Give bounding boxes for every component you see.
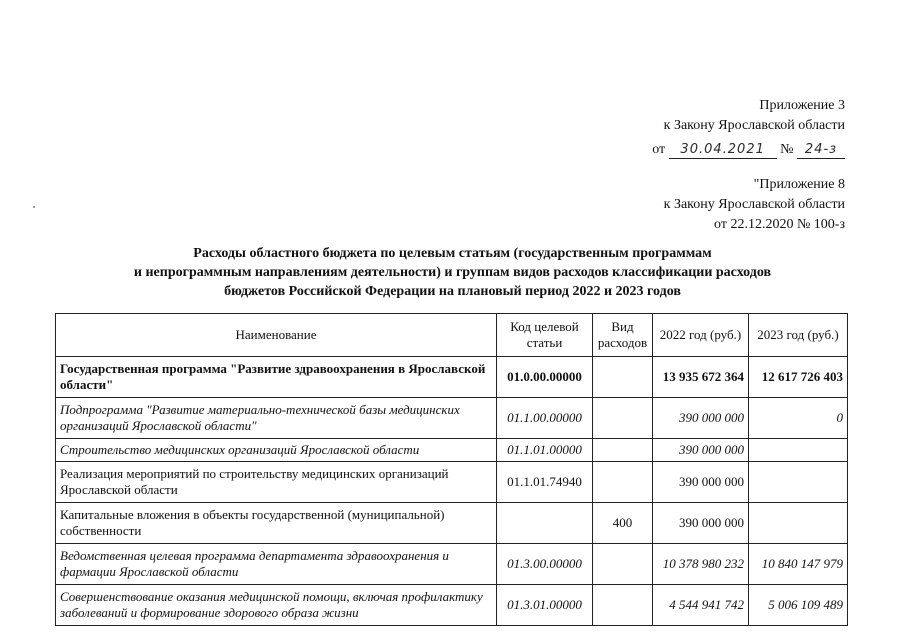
table-row <box>56 462 848 503</box>
appendix-header <box>652 96 845 160</box>
table-row <box>56 503 848 544</box>
title-line-1: Расходы областного бюджета по целевым статьям (государственным программам <box>193 246 712 261</box>
row-code: 01.3.01.00000 <box>497 585 593 626</box>
row-code: 01.1.00.00000 <box>497 398 593 439</box>
handwritten-number: 24-з <box>797 142 845 159</box>
row-name: Подпрограмма "Развитие материально-технической базы медицинских организаций Ярославской области" <box>56 398 497 439</box>
row-amount-2023: 5 006 109 489 <box>749 585 848 626</box>
table-row <box>56 544 848 585</box>
row-amount-2022: 4 544 941 742 <box>653 585 749 626</box>
title-line-3: бюджетов Российской Федерации на плановый период 2022 и 2023 годов <box>224 284 681 299</box>
row-amount-2022: 390 000 000 <box>653 439 749 462</box>
row-amount-2022: 390 000 000 <box>653 462 749 503</box>
referenced-law: к Закону Ярославской области <box>663 197 845 212</box>
handwritten-date: 30.04.2021 <box>669 142 777 159</box>
appendix-number: Приложение 3 <box>759 98 845 113</box>
document-title <box>40 244 865 301</box>
header-2023: 2023 год (руб.) <box>749 314 848 357</box>
row-expense-type: 400 <box>593 503 653 544</box>
row-code: 01.3.00.00000 <box>497 544 593 585</box>
row-amount-2022: 13 935 672 364 <box>653 357 749 398</box>
row-code: 01.1.01.00000 <box>497 439 593 462</box>
row-amount-2023 <box>749 503 848 544</box>
adoption-line <box>652 140 845 160</box>
referenced-appendix-number: "Приложение 8 <box>753 177 845 192</box>
header-2022: 2022 год (руб.) <box>653 314 749 357</box>
row-expense-type <box>593 585 653 626</box>
row-amount-2023 <box>749 439 848 462</box>
row-name: Ведомственная целевая программа департамента здравоохранения и фармации Ярославской области <box>56 544 497 585</box>
header-expense-type: Вид расходов <box>593 314 653 357</box>
referenced-law-date: от 22.12.2020 № 100-з <box>714 217 845 232</box>
referenced-appendix-header <box>664 175 845 235</box>
title-line-2: и непрограммным направлениям деятельности) и группам видов расходов классификации расходов <box>133 265 772 280</box>
number-label: № <box>780 142 794 157</box>
row-amount-2022: 10 378 980 232 <box>653 544 749 585</box>
row-expense-type <box>593 398 653 439</box>
table-row <box>56 398 848 439</box>
table-row <box>56 439 848 462</box>
row-expense-type <box>593 439 653 462</box>
row-expense-type <box>593 462 653 503</box>
row-name: Строительство медицинских организаций Ярославской области <box>56 439 497 462</box>
header-code: Код целевой статьи <box>497 314 593 357</box>
row-name: Совершенствование оказания медицинской помощи, включая профилактику заболеваний и формирование здорового образа жизни <box>56 585 497 626</box>
table-header-row <box>56 314 848 357</box>
row-name: Реализация мероприятий по строительству медицинских организаций Ярославской области <box>56 462 497 503</box>
row-amount-2022: 390 000 000 <box>653 503 749 544</box>
row-amount-2022: 390 000 000 <box>653 398 749 439</box>
row-code <box>497 503 593 544</box>
row-expense-type <box>593 357 653 398</box>
row-expense-type <box>593 544 653 585</box>
expenditure-table <box>55 313 848 626</box>
row-amount-2023: 0 <box>749 398 848 439</box>
row-name: Государственная программа "Развитие здравоохранения в Ярославской области" <box>56 357 497 398</box>
row-code: 01.1.01.74940 <box>497 462 593 503</box>
table-row <box>56 357 848 398</box>
header-name: Наименование <box>56 314 497 357</box>
table-row <box>56 585 848 626</box>
row-amount-2023: 12 617 726 403 <box>749 357 848 398</box>
from-label: от <box>652 142 666 157</box>
row-code: 01.0.00.00000 <box>497 357 593 398</box>
row-amount-2023: 10 840 147 979 <box>749 544 848 585</box>
scan-speck <box>33 206 35 208</box>
row-name: Капитальные вложения в объекты государственной (муниципальной) собственности <box>56 503 497 544</box>
law-reference: к Закону Ярославской области <box>663 118 845 133</box>
row-amount-2023 <box>749 462 848 503</box>
